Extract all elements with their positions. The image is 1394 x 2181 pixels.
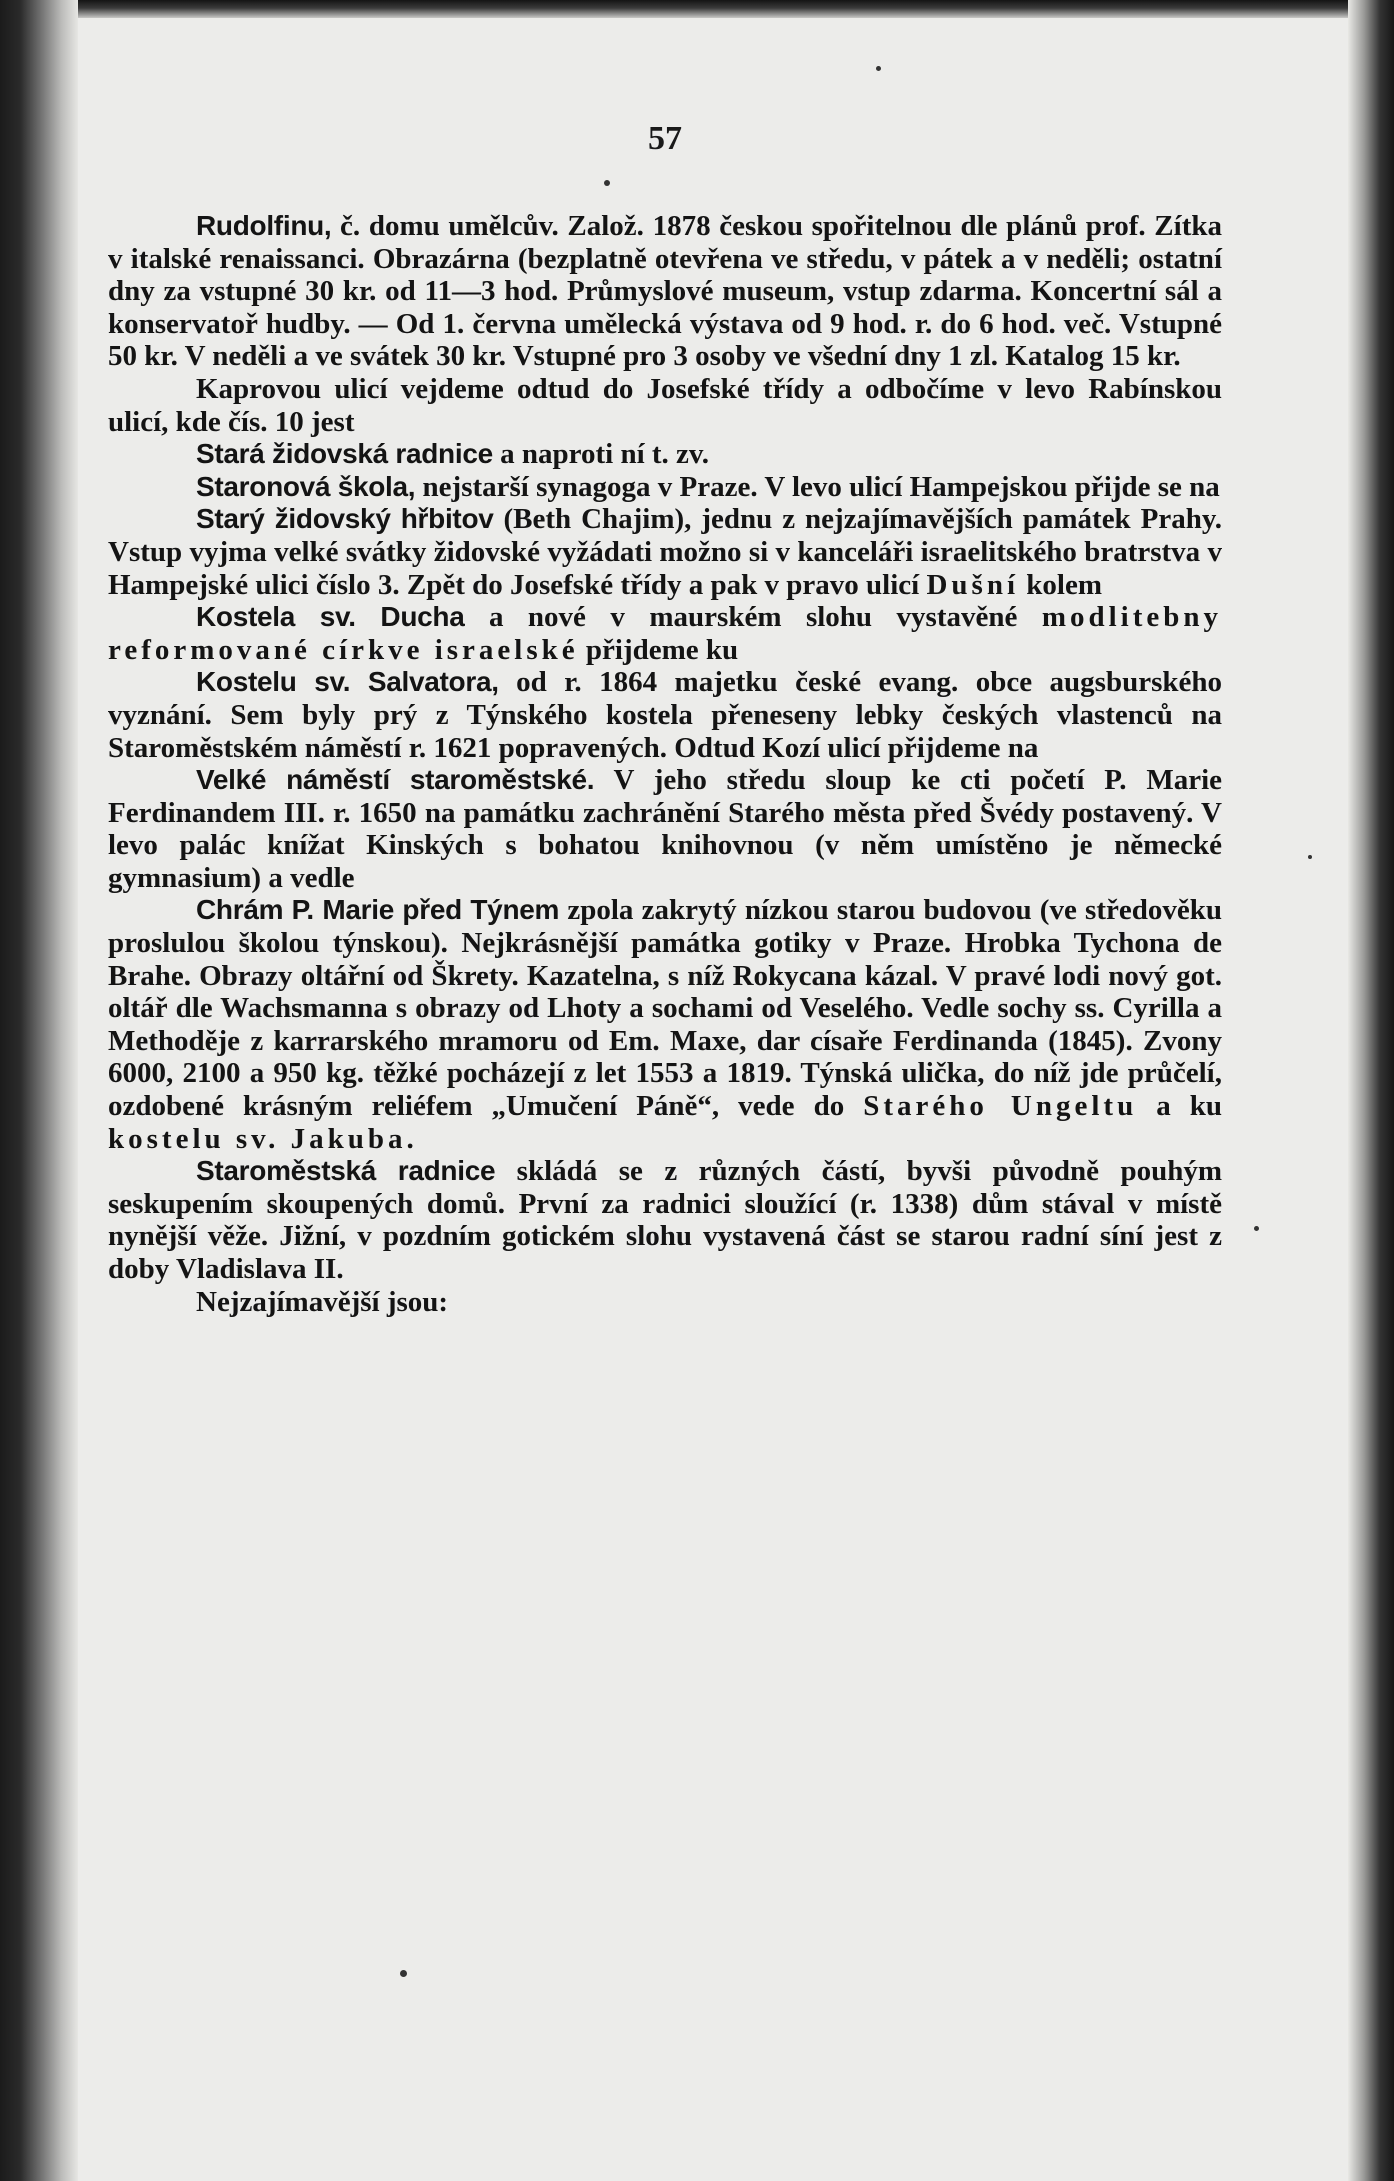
paragraph-tail: a ku (1137, 1090, 1222, 1123)
paragraph-text: od r. 1864 majetku české evang. obce augsburského vyznání. Sem byly prý z Týnského kostela přeneseny lebky českých vlastenců na Staroměstském náměstí r. 1621 popravených. Odtud Kozí ulicí přijdeme na (108, 666, 1222, 764)
paragraph-closing (108, 1286, 1222, 1319)
print-speck (1254, 1226, 1259, 1231)
book-page (100, 90, 1230, 2130)
paragraph-text: (Beth Chajim), jednu z nejzajímavějších památek Prahy. Vstup vyjma velké svátky židovské vyžádati možno si v kanceláři israelitského bratrstva v Hampejské ulici číslo 3. Zpět do Josefské třídy a pak v pravo ulicí (108, 503, 1222, 601)
spaced-text: Starého Ungeltu (863, 1090, 1138, 1123)
heading-keyword: Starý židovský hřbitov (196, 503, 494, 535)
paragraph-holy-spirit-church (108, 601, 1222, 666)
heading-keyword: Stará židovská radnice (196, 438, 493, 470)
paragraph-text: a nové v maurském slohu vystavěné (464, 601, 1018, 634)
paragraph-tail: . (406, 1122, 414, 1155)
paragraph-text: a naproti ní t. zv. (492, 438, 710, 471)
paragraph-st-salvator (108, 666, 1222, 764)
paragraph-kaprova (108, 373, 1222, 438)
print-speck (876, 66, 881, 71)
scan-shadow-top (0, 0, 1394, 18)
heading-keyword: Rudolfinu, (196, 210, 332, 241)
spaced-text: modlitebny reformované církve israelské (108, 601, 1223, 666)
paragraph-text: zpola zakrytý nízkou starou budovou (ve středověku proslulou školou týnskou). Nejkrásnější památka gotiky v Praze. Hrobka Tychona de Brahe. Obrazy oltářní od Škrety. Kazatelna, s níž Rokycana kázal. V pravé lodi nový got. oltář dle Wachsmanna s obrazy od Lhoty a sochami od Veselého. Vedle sochy ss. Cyrilla a Methoděje z karrarského mramoru od Em. Maxe, dar císaře Ferdinanda (1845). Zvony 6000, 2100 a 950 kg. těžké pocházejí z let 1553 a 1819. Týnská ulička, do níž jde průčelí, ozdobené krásným reliéfem „Umučení Páně“, vede do (108, 894, 1222, 1123)
scan-shadow-right (1348, 0, 1394, 2181)
heading-keyword: Kostelu sv. Salvatora, (196, 666, 499, 698)
paragraph-text: Kaprovou ulicí vejdeme odtud do Josefské třídy a odbočíme v levo Rabínskou ulicí, kde čís. 10 jest (108, 372, 1222, 438)
paragraph-old-jewish-cemetery (108, 503, 1222, 601)
paragraph-tail: přijdeme ku (578, 633, 739, 666)
scan-shadow-left (0, 0, 78, 2181)
guide-text (108, 210, 1222, 1318)
heading-keyword: Staronová škola, (196, 470, 416, 502)
paragraph-text: skládá se z různých částí, byvši původně pouhým seskupením skoupených domů. První za radnici sloužící (r. 1338) dům stával v místě nynější věže. Jižní, v pozdním gotickém slohu vystavená část se starou radní síní jest z doby Vladislava II. (108, 1155, 1222, 1285)
paragraph-tyn-church (108, 894, 1222, 1155)
heading-keyword: Velké náměstí staroměstské. (196, 764, 595, 796)
paragraph-old-new-synagogue (108, 471, 1222, 504)
paragraph-rudolfinum (108, 210, 1222, 373)
heading-keyword: Chrám P. Marie před Týnem (196, 894, 560, 926)
paragraph-text: nejstarší synagoga v Praze. V levo ulicí Hampejskou přijde se na (415, 470, 1220, 503)
print-speck (1308, 855, 1312, 859)
paragraph-text: č. domu umělcův. Založ. 1878 českou spořitelnou dle plánů prof. Zítka v italské renaissanci. Obrazárna (bezplatně otevřena ve středu, v pátek a v neděli; ostatní dny za vstupné 30 kr. od 11—3 hod. Průmyslové museum, vstup zdarma. Koncertní sál a konservatoř hudby. — Od 1. června umělecká výstava od 9 hod. r. do 6 hod. več. Vstupné 50 kr. V neděli a ve svátek 30 kr. Vstupné pro 3 osoby ve všední dny 1 zl. Katalog 15 kr. (108, 210, 1222, 373)
spaced-text: kostelu sv. Jakuba (108, 1122, 407, 1155)
paragraph-text: V jeho středu sloup ke cti početí P. Marie Ferdinandem III. r. 1650 na památku zachránění Starého města před Švédy postavený. V levo palác knížat Kinských s bohatou knihovnou (v něm umístěno je německé gymnasium) a vedle (108, 764, 1222, 894)
paragraph-old-town-hall (108, 1155, 1222, 1285)
page-number: 57 (648, 120, 682, 157)
paragraph-jewish-town-hall (108, 438, 1222, 471)
spaced-text: Dušní (926, 568, 1020, 601)
paragraph-tail: kolem (1019, 568, 1102, 601)
paragraph-text: Nejzajímavější jsou: (196, 1285, 449, 1318)
paragraph-old-town-square (108, 764, 1222, 894)
heading-keyword: Staroměstská radnice (196, 1155, 496, 1187)
heading-keyword: Kostela sv. Ducha (196, 601, 465, 633)
